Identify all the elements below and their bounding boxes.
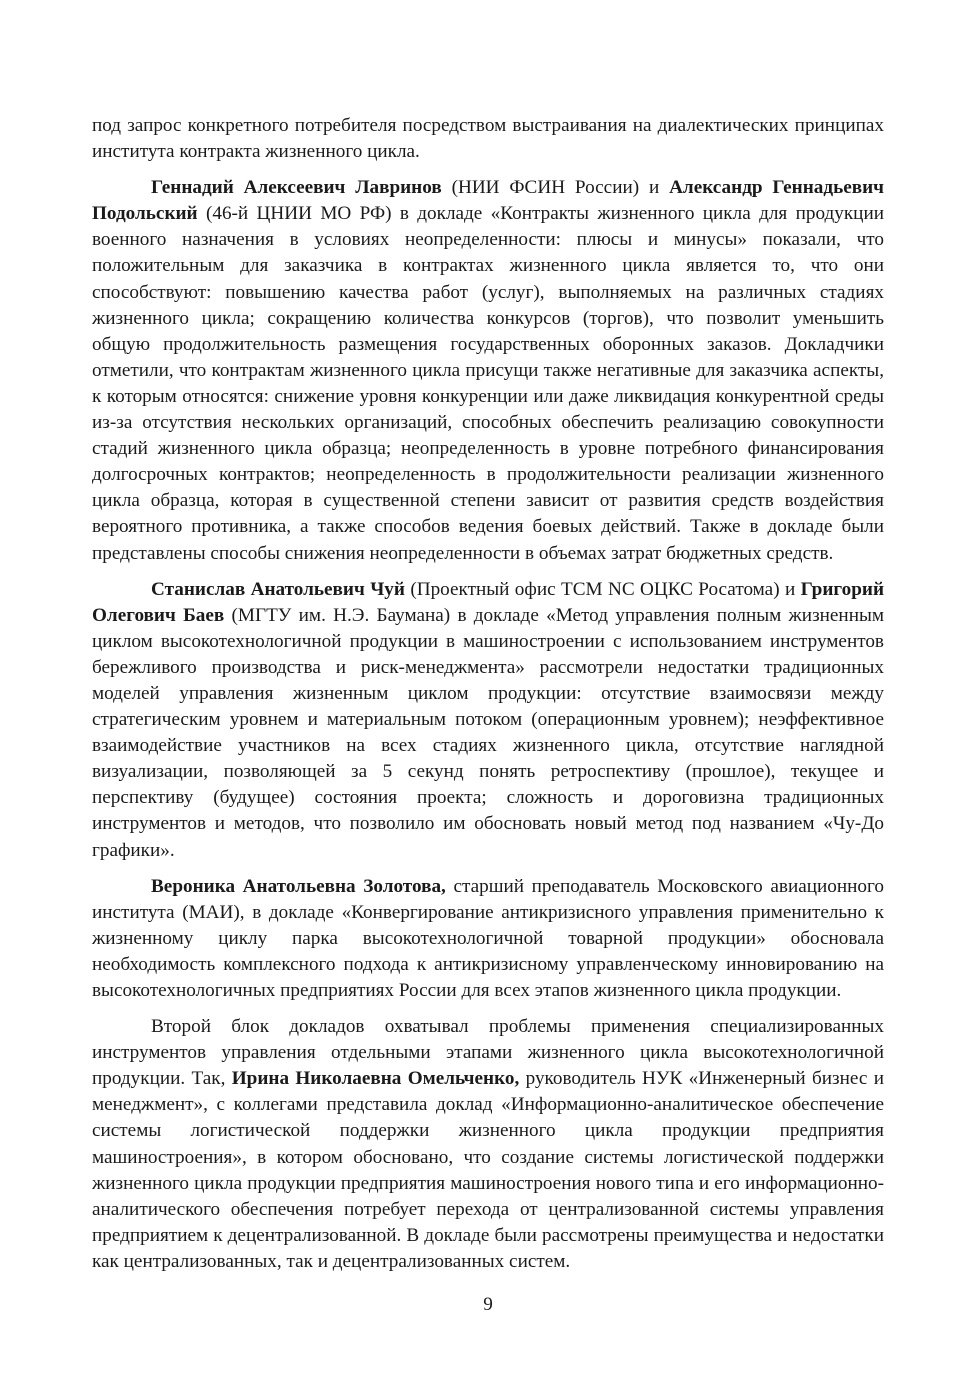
author-name: Геннадий Алексеевич Лавринов bbox=[151, 177, 442, 199]
paragraph-2-lavrinov-podolsky bbox=[92, 175, 884, 566]
author-name: Вероника Анатольевна Золотова, bbox=[151, 875, 446, 897]
paragraph-1 bbox=[92, 113, 884, 165]
page-number: 9 bbox=[483, 1294, 493, 1315]
text-run: руководитель НУК «Инженерный бизнес и менеджмент», с коллегами представила доклад «Информационно-аналитическое обеспечение системы логистической поддержки жизненного цикла продукции предприятия машиностроения», в котором обосновано, что создание системы логистической поддержки жизненного цикла продукции предприятия машиностроения нового типа и его информационно-аналитического обеспечения потребует перехода от централизованной системы управления предприятием к децентрализованной. В докладе были рассмотрены преимущества и недостатки как централизованных, так и децентрализованных систем. bbox=[92, 1068, 884, 1272]
text-run: старший преподаватель Московского авиационного института (МАИ), в докладе «Конвергирование антикризисного управления применительно к жизненному циклу парка высокотехнологичной товарной продукции» обосновала необходимость комплексного подхода к антикризисному управленческому инновированию на высокотехнологичных предприятиях России для всех этапов жизненного цикла продукции. bbox=[92, 875, 885, 1001]
paragraph-5-omelchenko bbox=[92, 1014, 884, 1275]
text-run: (Проектный офис ТСМ NC ОЦКС Росатома) и bbox=[404, 578, 801, 600]
text-run: (МГТУ им. Н.Э. Баумана) в докладе «Метод управления полным жизненным циклом высокотехнологичной продукции в машиностроении с использованием инструментов бережливого производства и риск-менеджмента» рассмотрели недостатки традиционных моделей управления жизненным циклом продукции: отсутствие взаимосвязи между стратегическим уровнем и материальным потоком (операционным уровнем); неэффективное взаимодействие участников на всех стадиях жизненного цикла, отсутствие наглядной визуализации, позволяющей за 5 секунд понять ретроспективу (прошлое), текущее и перспективу (будущее) состояния проекта; сложность и дороговизна традиционных инструментов и методов, что позволило им обосновать новый метод под названием «Чу-До графики». bbox=[92, 604, 885, 861]
paragraph-3-chuy-baev bbox=[92, 577, 884, 864]
author-name: Григорий Олегович Баев bbox=[92, 578, 885, 626]
author-name: Ирина Николаевна Омельченко, bbox=[231, 1068, 520, 1090]
author-name: Станислав Анатольевич Чуй bbox=[151, 578, 405, 600]
paragraph-4-zolotova bbox=[92, 874, 884, 1004]
author-name: Александр Геннадьевич Подольский bbox=[92, 177, 884, 225]
page-body bbox=[92, 113, 884, 1285]
text-run: (46-й ЦНИИ МО РФ) в докладе «Контракты жизненного цикла для продукции военного назначения в условиях неопределенности: плюсы и минусы» показали, что положительным для заказчика в контрактах жизненного цикла является то, что они способствуют: повышению качества работ (услуг), выполняемых на различных стадиях жизненного цикла; сокращению количества конкурсов (торгов), что позволит уменьшить общую продолжительность размещения государственных оборонных заказов. Докладчики отметили, что контрактам жизненного цикла присущи также негативные для заказчика аспекты, к которым относятся: снижение уровня конкуренции или даже ликвидация конкурентной среды из-за отсутствия нескольких организаций, способных обеспечить реализацию совокупности стадий жизненного цикла образца; неопределенность в уровне потребного финансирования долгосрочных контрактов; неопределенность в продолжительности реализации жизненного цикла образца, которая в существенной степени зависит от развития средств воздействия вероятного противника, а также способов ведения боевых действий. Также в докладе были представлены способы снижения неопределенности в объемах затрат бюджетных средств. bbox=[92, 203, 884, 564]
text-run: (НИИ ФСИН России) и bbox=[441, 177, 670, 199]
text-run: под запрос конкретного потребителя посредством выстраивания на диалектических принципах института контракта жизненного цикла. bbox=[92, 115, 884, 163]
text-run: Второй блок докладов охватывал проблемы применения специализированных инструментов управления отдельными этапами жизненного цикла высокотехнологичной продукции. Так, bbox=[92, 1016, 884, 1090]
